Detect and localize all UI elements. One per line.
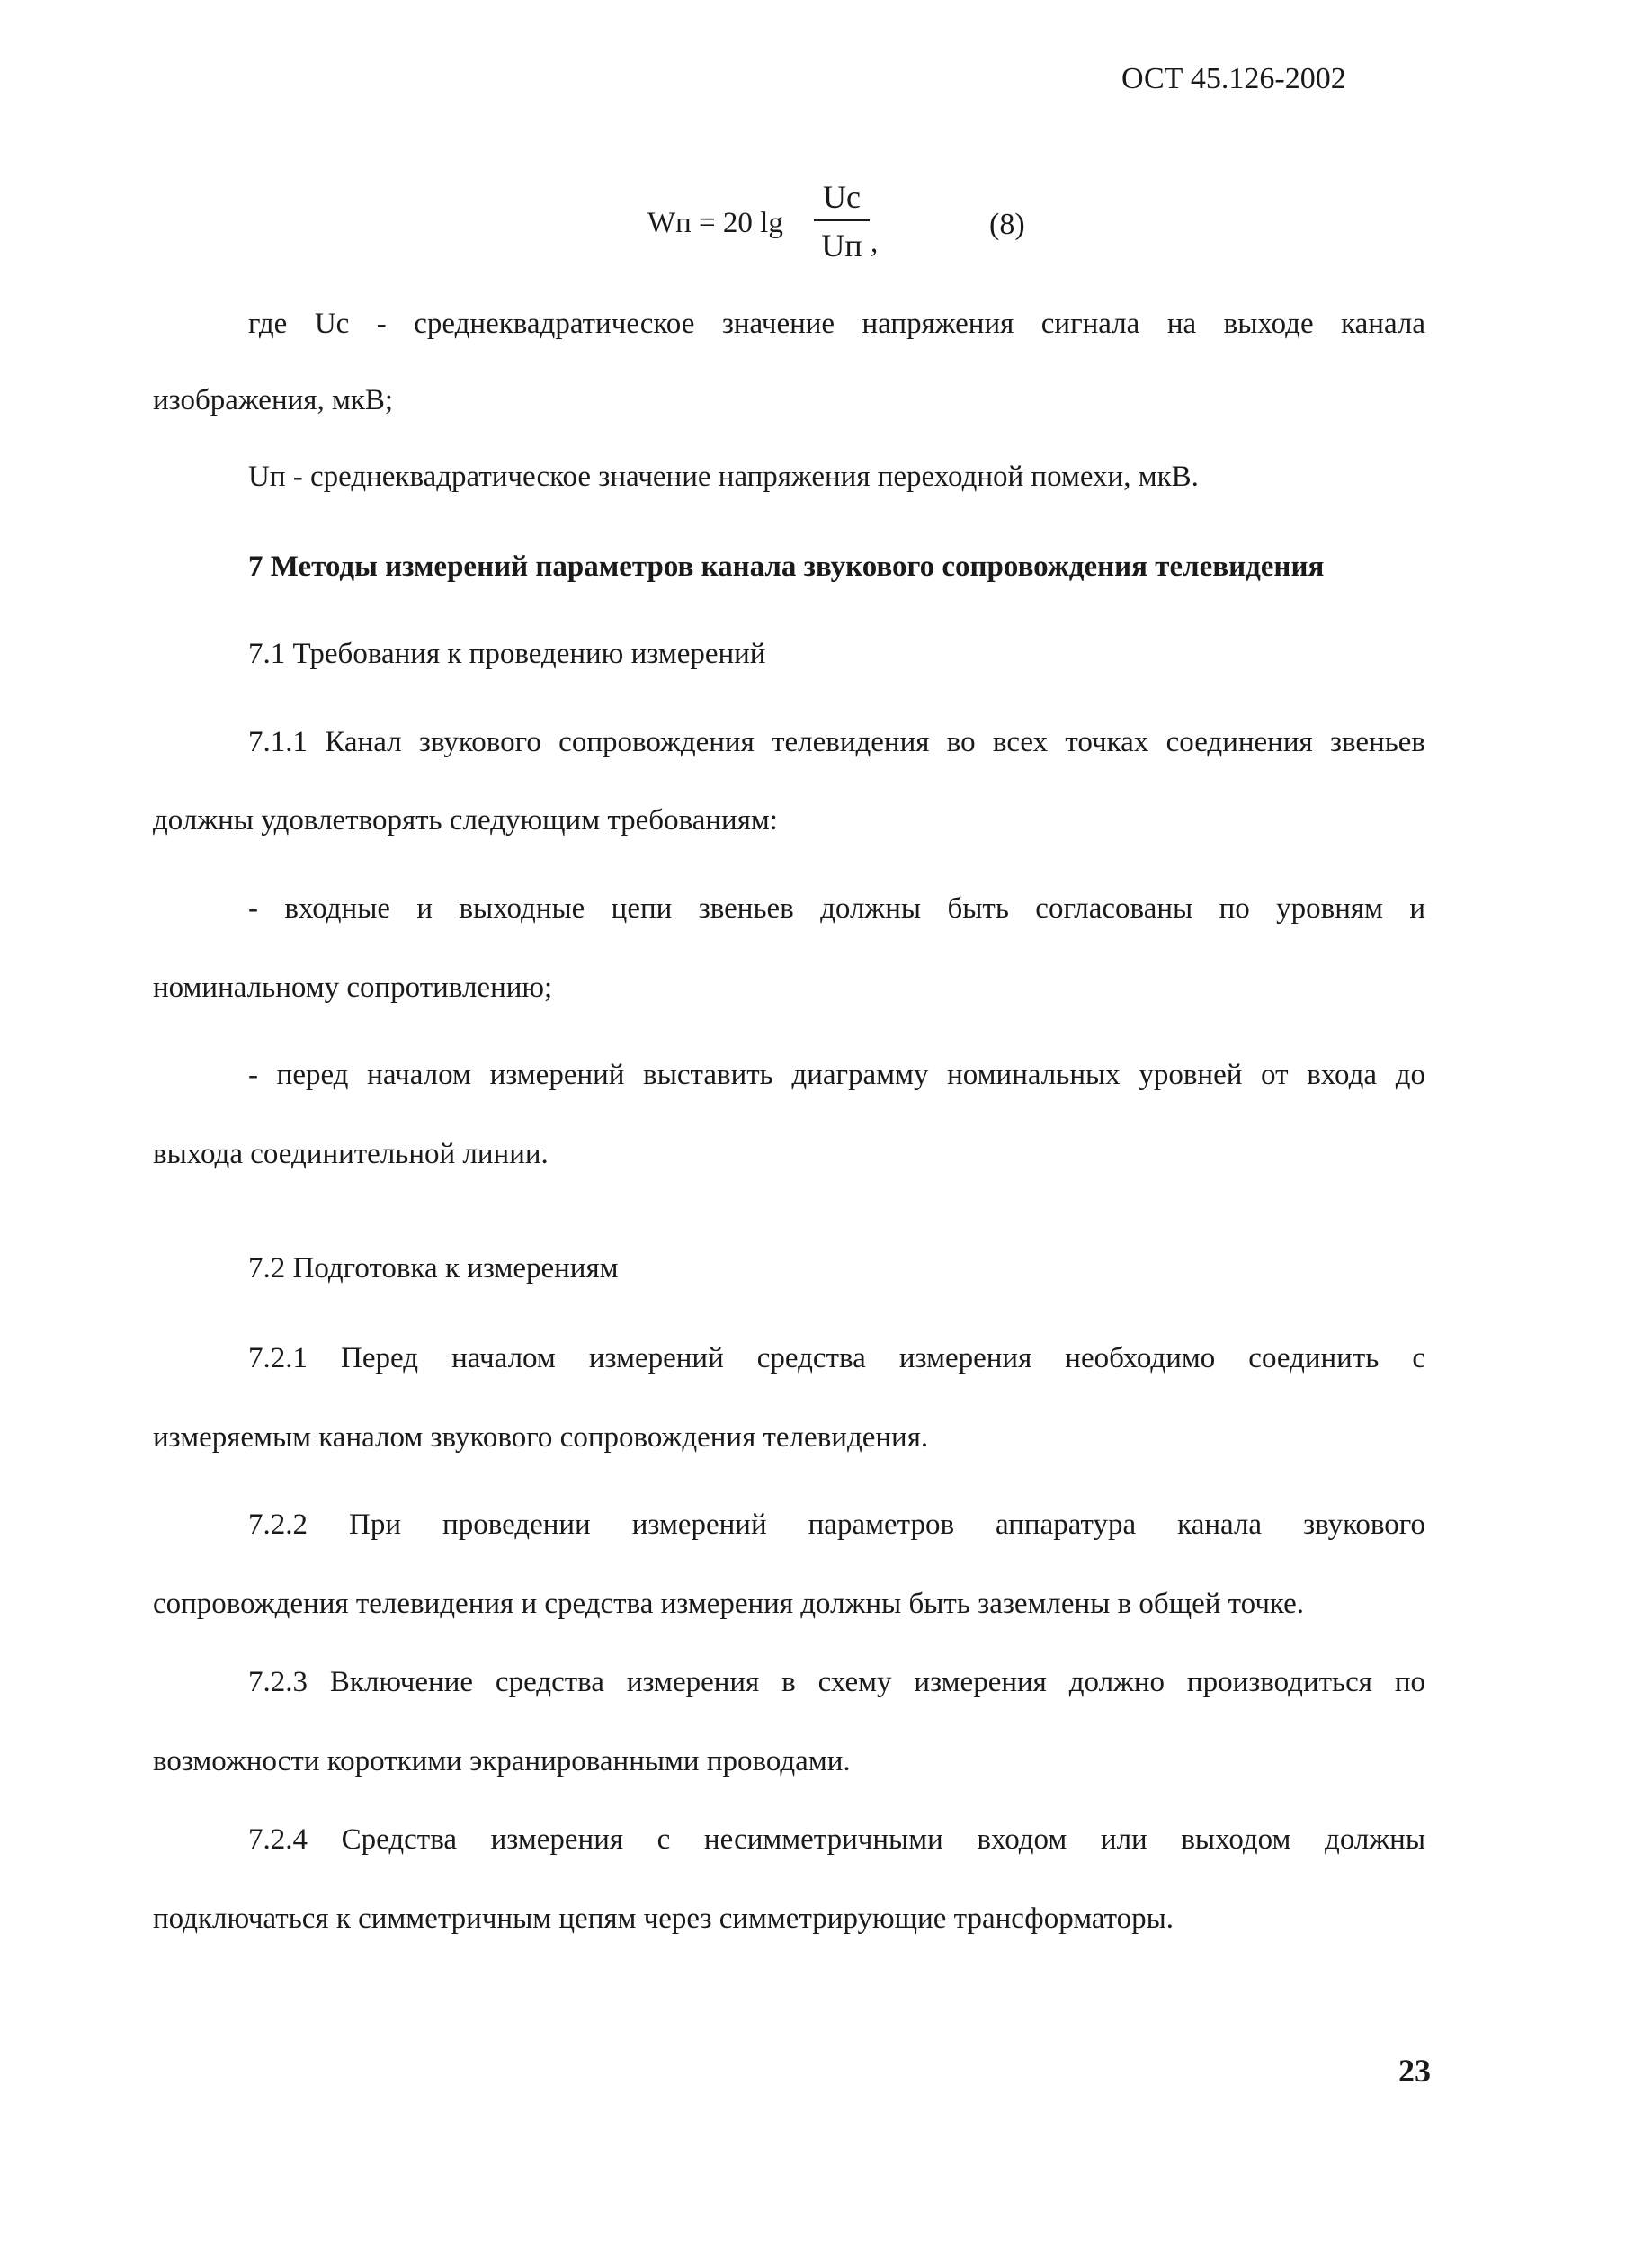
section-7-1-1-line-2: должны удовлетворять следующим требованиям:: [153, 804, 778, 837]
formula-number: (8): [989, 208, 1025, 241]
page-number: 23: [1398, 2053, 1431, 2089]
section-7-2-1-line-1: 7.2.1 Перед началом измерений средства измерения необходимо соединить с: [248, 1342, 1425, 1374]
bullet-1-line-2: номинальному сопротивлению;: [153, 971, 553, 1004]
formula-comma: ,: [871, 227, 879, 259]
fraction-bar: [814, 219, 870, 221]
section-7-2-4-line-1: 7.2.4 Средства измерения с несимметричными входом или выходом должны: [248, 1823, 1425, 1856]
section-7-2-2-line-2: сопровождения телевидения и средства измерения должны быть заземлены в общей точке.: [153, 1588, 1305, 1620]
formula-lhs: Wп = 20 lg: [647, 207, 783, 239]
section-7-2-1-line-2: измеряемым каналом звукового сопровождения телевидения.: [153, 1421, 929, 1454]
where-uc-line-2: изображения, мкВ;: [153, 384, 394, 416]
document-code-header: ОСТ 45.126-2002: [1121, 62, 1346, 95]
up-definition-line: Uп - среднеквадратическое значение напряжения переходной помехи, мкВ.: [248, 461, 1199, 493]
bullet-2-line-2: выхода соединительной линии.: [153, 1138, 549, 1170]
section-7-1-1-line-1: 7.1.1 Канал звукового сопровождения телевидения во всех точках соединения звеньев: [248, 726, 1425, 758]
section-7-2-4-line-2: подключаться к симметричным цепям через симметрирующие трансформаторы.: [153, 1902, 1174, 1935]
section-7-2-2-line-1: 7.2.2 При проведении измерений параметров аппаратура канала звукового: [248, 1508, 1425, 1541]
section-7-2-title: 7.2 Подготовка к измерениям: [248, 1252, 619, 1285]
section-7-2-3-line-2: возможности короткими экранированными проводами.: [153, 1745, 851, 1777]
formula-denominator: Uп: [821, 228, 862, 264]
section-7-title: 7 Методы измерений параметров канала звукового сопровождения телевидения: [248, 551, 1325, 583]
bullet-2-line-1: - перед началом измерений выставить диаграмму номинальных уровней от входа до: [248, 1059, 1425, 1091]
section-7-2-3-line-1: 7.2.3 Включение средства измерения в схему измерения должно производиться по: [248, 1666, 1425, 1698]
bullet-1-line-1: - входные и выходные цепи звеньев должны быть согласованы по уровням и: [248, 892, 1425, 925]
formula-fraction: [814, 178, 870, 264]
formula-numerator: Uc: [823, 179, 861, 215]
section-7-1-title: 7.1 Требования к проведению измерений: [248, 638, 766, 670]
where-uc-line-1: где Uc - среднеквадратическое значение напряжения сигнала на выходе канала: [248, 308, 1425, 340]
